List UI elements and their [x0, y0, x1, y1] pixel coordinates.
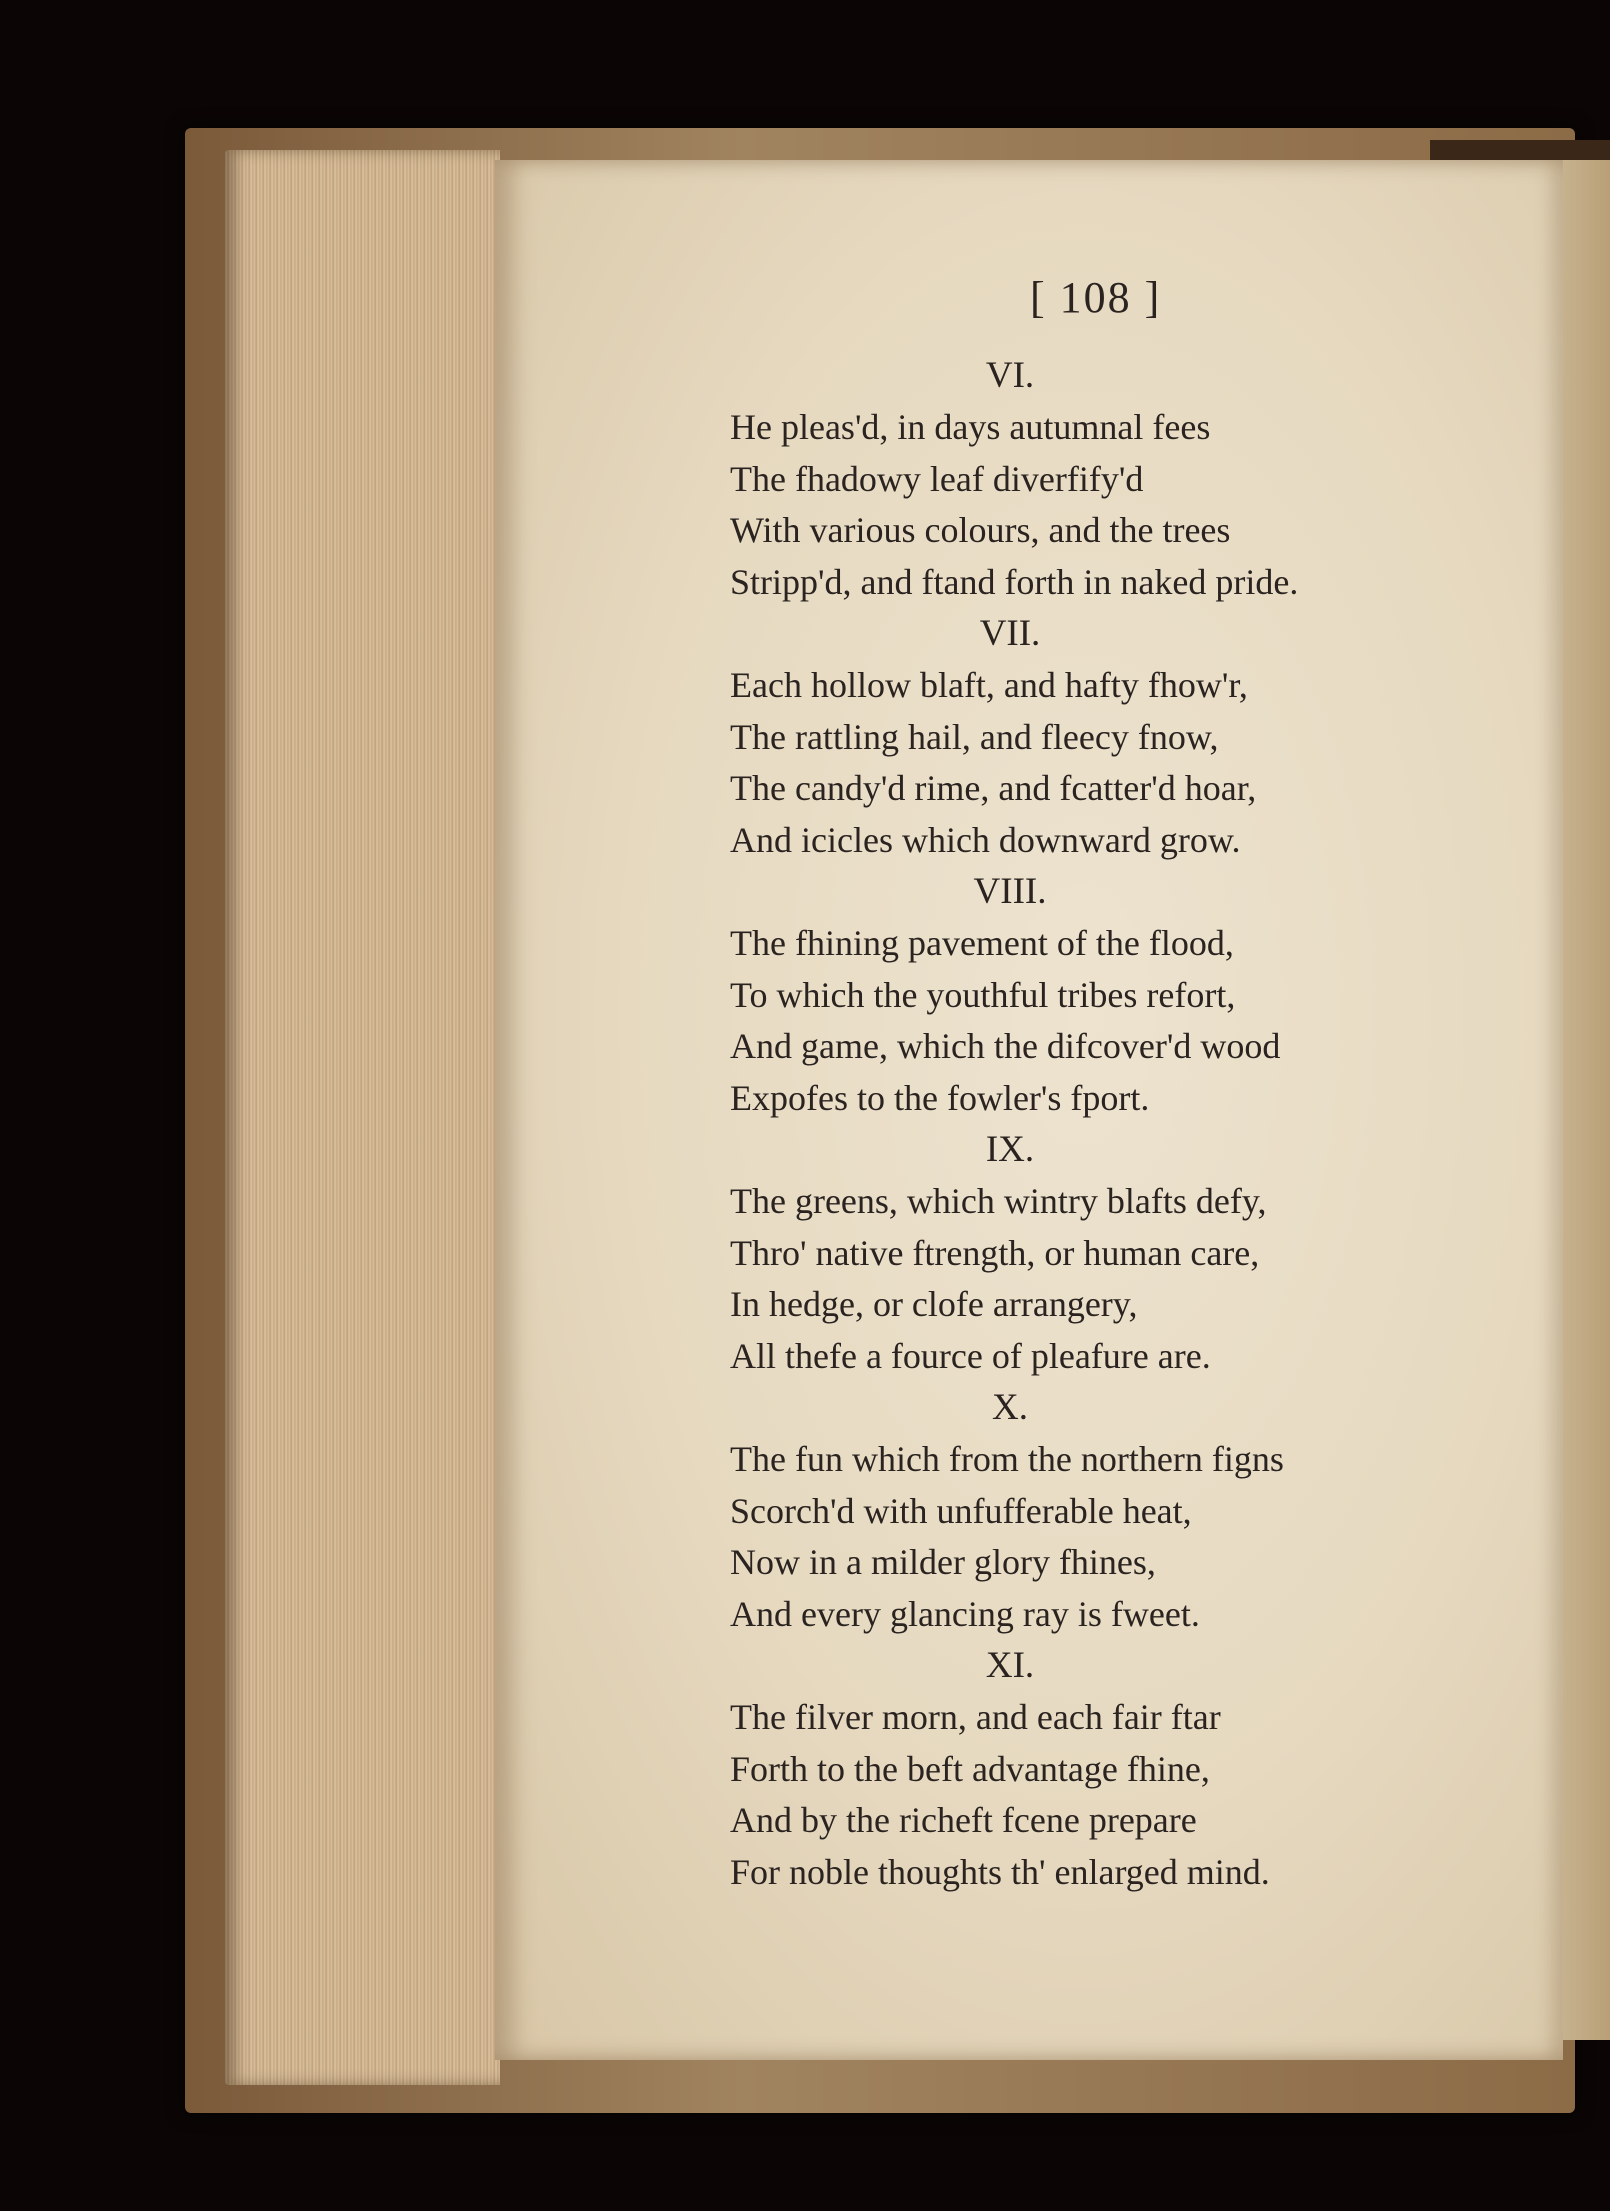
verse-line: Now in a milder glory fhines,: [730, 1542, 1156, 1582]
verse-line: With various colours, and the trees: [730, 510, 1231, 550]
stanza-numeral: X.: [992, 1387, 1028, 1428]
verse-line: Thro' native ftrength, or human care,: [730, 1232, 1260, 1273]
verse-line: Expofes to the fowler's fport.: [730, 1077, 1150, 1118]
stanza-numeral: VI.: [985, 355, 1035, 396]
stanza-numeral: IX.: [985, 1129, 1035, 1170]
verse-line: He pleas'd, in days autumnal fees: [730, 407, 1211, 447]
poem-text: [730, 350, 1430, 1898]
stanza: [730, 866, 1430, 1124]
stanza: [730, 1640, 1430, 1898]
verse-line: And by the richeft fcene prepare: [730, 1800, 1197, 1840]
verse-line: Forth to the beft advantage fhine,: [730, 1748, 1210, 1789]
stanza: [730, 350, 1430, 608]
verse-line: The greens, which wintry blafts defy,: [730, 1181, 1267, 1221]
verse-line: The fhadowy leaf diverfify'd: [730, 458, 1144, 499]
verse-line: Each hollow blaft, and hafty fhow'r,: [730, 665, 1248, 705]
verse-line: All thefe a fource of pleafure are.: [730, 1335, 1211, 1376]
verse-line: And icicles which downward grow.: [730, 819, 1241, 860]
verse-line: And every glancing ray is fweet.: [730, 1593, 1200, 1634]
page-number: [ 108 ]: [1030, 273, 1162, 322]
verse-line: The fun which from the northern figns: [730, 1439, 1284, 1479]
verse-line: For noble thoughts th' enlarged mind.: [730, 1851, 1270, 1892]
verse-line: The filver morn, and each fair ftar: [730, 1697, 1221, 1737]
stanza-numeral: VII.: [979, 613, 1041, 654]
verse-line: The fhining pavement of the flood,: [730, 923, 1234, 963]
verse-line: The candy'd rime, and fcatter'd hoar,: [730, 768, 1257, 808]
stanza: [730, 1382, 1430, 1640]
page-stack-edge: [225, 150, 500, 2085]
verse-line: And game, which the difcover'd wood: [730, 1026, 1281, 1066]
verse-line: Scorch'd with unfufferable heat,: [730, 1490, 1192, 1531]
stanza-numeral: VIII.: [973, 871, 1047, 912]
stanza-numeral: XI.: [985, 1645, 1035, 1686]
verse-line: Stripp'd, and ftand forth in naked pride.: [730, 561, 1299, 602]
verse-line: To which the youthful tribes refort,: [730, 974, 1236, 1015]
stanza: [730, 1124, 1430, 1382]
verse-line: The rattling hail, and fleecy fnow,: [730, 716, 1219, 757]
verse-line: In hedge, or clofe arrangery,: [730, 1284, 1138, 1324]
stanza: [730, 608, 1430, 866]
